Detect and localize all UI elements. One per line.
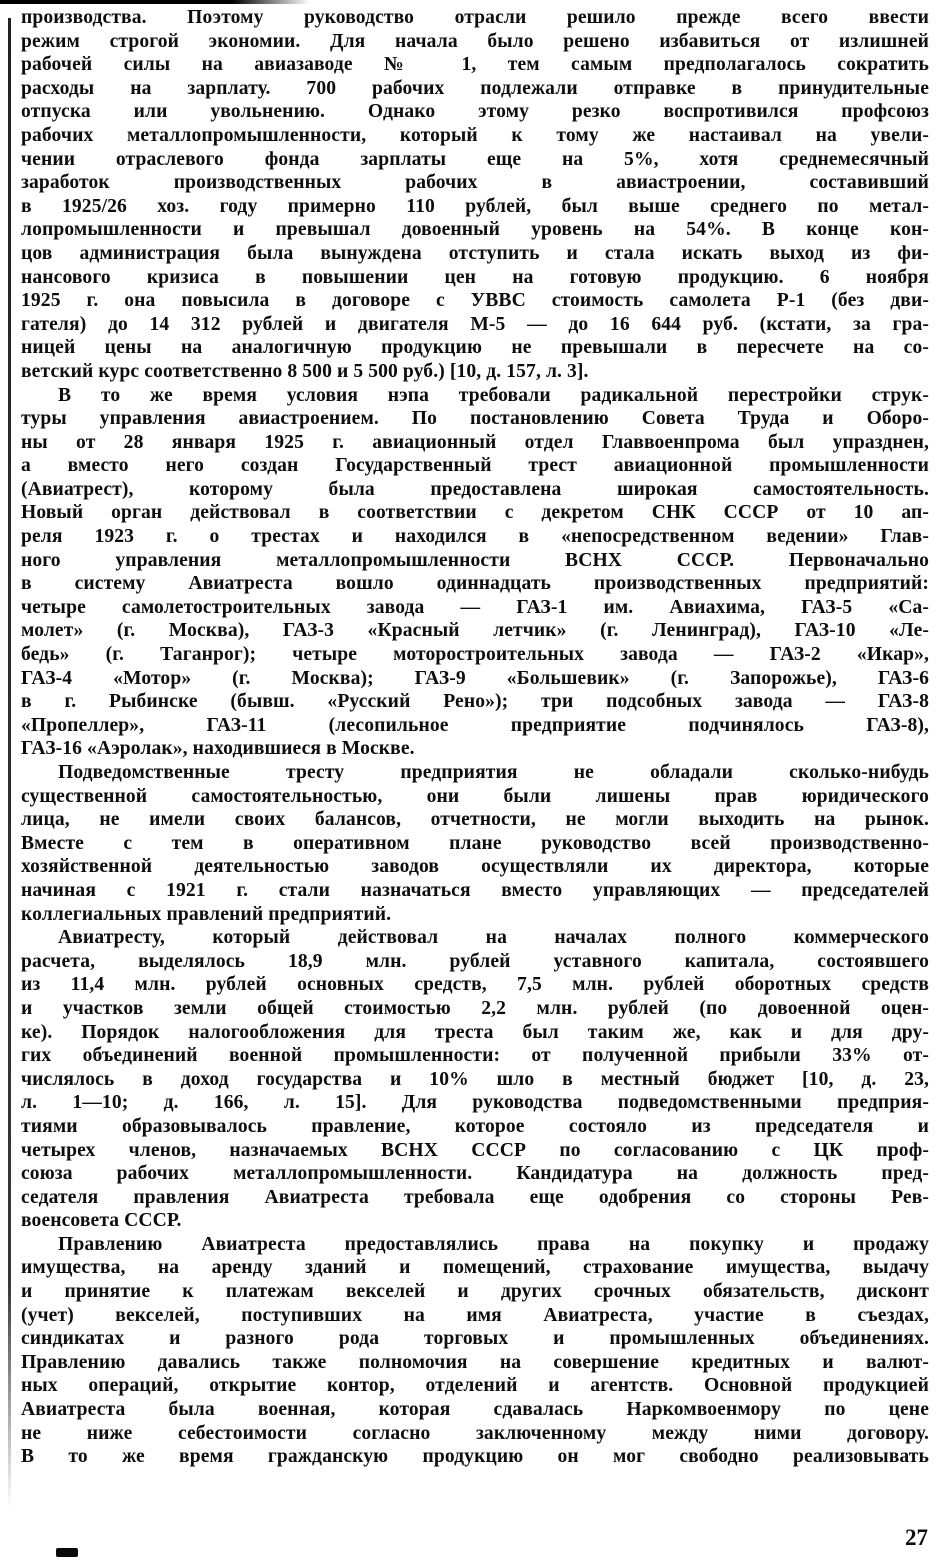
text-line: хозяйственной деятельностью заводов осуществляли их директора, которые: [21, 856, 929, 878]
text-line: ного управления металлопромышленности ВСНХ СССР. Первоначально: [21, 549, 929, 571]
text-line: Новый орган действовал в соответствии с декретом СНК СССР от 10 ап-: [21, 502, 929, 524]
text-line: режим строгой экономии. Для начала было решено избавиться от излишней: [21, 30, 929, 52]
text-line: В то же время гражданскую продукцию он мог свободно реализовывать: [21, 1446, 929, 1468]
text-line: Вместе с тем в оперативном плане руководство всей производственно-: [21, 832, 929, 854]
text-line: Подведомственные тресту предприятия не обладали сколько-нибудь: [58, 762, 929, 783]
text-line: Правлению давались также полномочия на совершение кредитных и валют-: [21, 1351, 929, 1373]
text-line: гих объединений военной промышленности: от полученной прибыли 33% от-: [21, 1045, 929, 1067]
scan-smudge-artifact: [56, 1548, 78, 1557]
text-line: лопромышленности и превышал довоенный уровень на 54%. В конце кон-: [21, 219, 929, 241]
text-line: Авиатресту, который действовал на началах полного коммерческого: [58, 927, 929, 949]
scan-edge-top-artifact: [0, 0, 310, 4]
text-line: нансового кризиса в повышении цен на готовую продукцию. 6 ноября: [21, 266, 929, 288]
text-line: начиная с 1921 г. стали назначаться вместо управляющих — председателей: [21, 879, 929, 901]
text-line: синдикатах и разного рода торговых и промышленных объединениях.: [21, 1328, 929, 1350]
scan-edge-left-artifact: [8, 18, 11, 1508]
text-line: ны от 28 января 1925 г. авиационный отдел Главвоенпрома был упразднен,: [21, 431, 929, 453]
text-line: производства. Поэтому руководство отрасли решило прежде всего ввести: [21, 7, 929, 28]
text-line: существенной самостоятельностью, они были лишены прав юридического: [21, 785, 929, 807]
text-line: Правлению Авиатреста предоставлялись права на покупку и продажу: [58, 1233, 929, 1255]
text-line: и принятие к платежам векселей и других срочных обязательств, дисконт: [21, 1281, 929, 1303]
text-line: туры управления авиастроением. По постановлению Совета Труда и Оборо-: [21, 408, 929, 430]
text-line: Авиатреста была военная, которая сдавалась Наркомвоенмору по цене: [21, 1399, 929, 1421]
text-line: седателя правления Авиатреста требовала еще одобрения со стороны Рев-: [21, 1186, 929, 1208]
text-line: бедь» (г. Таганрог); четыре моторостроительных завода — ГАЗ-2 «Икар»,: [21, 644, 929, 666]
text-line: рабочей силы на авиазаводе № 1, тем самым предполагалось сократить: [21, 54, 929, 76]
text-line: гателя) до 14 312 рублей и двигателя М-5 — до 16 644 руб. (кстати, за гра-: [21, 313, 929, 335]
text-line: ветский курс соответственно 8 500 и 5 500 руб.) [10, д. 157, л. 3].: [21, 360, 589, 382]
text-line: а вместо него создан Государственный трест авиационной промышленности: [21, 455, 929, 477]
text-line: ГАЗ-4 «Мотор» (г. Москва); ГАЗ-9 «Большевик» (г. Запорожье), ГАЗ-6: [21, 667, 929, 689]
text-line: четыре самолетостроительных завода — ГАЗ-1 им. Авиахима, ГАЗ-5 «Са-: [21, 596, 929, 618]
text-line: (учет) векселей, поступивших на имя Авиатреста, участие в съездах,: [21, 1304, 929, 1326]
text-line: л. 1—10; д. 166, л. 15]. Для руководства подведомственными предприя-: [21, 1092, 929, 1114]
page-text-body: [21, 6, 929, 1469]
page-number: 27: [905, 1525, 928, 1550]
text-line: заработок производственных рабочих в авиастроении, составивший: [21, 172, 929, 194]
text-line: ГАЗ-16 «Аэролак», находившиеся в Москве.: [21, 738, 415, 760]
text-line: расчета, выделялось 18,9 млн. рублей уставного капитала, состоявшего: [21, 950, 929, 972]
text-line: (Авиатрест), которому была предоставлена широкая самостоятельность.: [21, 478, 929, 500]
text-line: реля 1923 г. о трестах и находился в «непосредственном ведении» Глав-: [21, 526, 929, 548]
text-line: из 11,4 млн. рублей основных средств, 7,5 млн. рублей оборотных средств: [21, 974, 929, 996]
text-line: не ниже себестоимости согласно заключенному между ними договору.: [21, 1422, 929, 1444]
text-line: расходы на зарплату. 700 рабочих подлежали отправке в принудительные: [21, 77, 929, 99]
text-line: лица, не имели своих балансов, отчетности, не могли выходить на рынок.: [21, 809, 929, 831]
text-line: в г. Рыбинске (бывш. «Русский Рено»); три подсобных завода — ГАЗ-8: [21, 691, 929, 713]
text-line: молет» (г. Москва), ГАЗ-3 «Красный летчик» (г. Ленинград), ГАЗ-10 «Ле-: [21, 620, 929, 642]
text-line: отпуска или увольнению. Однако этому резко воспротивился профсоюз: [21, 101, 929, 123]
text-line: «Пропеллер», ГАЗ-11 (лесопильное предприятие подчинялось ГАЗ-8),: [21, 714, 929, 736]
text-line: в систему Авиатреста вошло одиннадцать производственных предприятий:: [21, 573, 929, 595]
text-line: ницей цены на аналогичную продукцию не превышали в пересчете на со-: [21, 337, 929, 359]
text-line: военсовета СССР.: [21, 1210, 182, 1232]
text-line: чении отраслевого фонда зарплаты еще на 5%, хотя среднемесячный: [21, 148, 929, 170]
text-line: имущества, на аренду зданий и помещений, страхование имущества, выдачу: [21, 1257, 929, 1279]
text-line: в 1925/26 хоз. году примерно 110 рублей, был выше среднего по метал-: [21, 195, 929, 217]
text-line: коллегиальных правлений предприятий.: [21, 903, 392, 925]
text-line: рабочих металлопромышленности, который к тому же настаивал на увели-: [21, 124, 929, 146]
text-line: тиями образовывалось правление, которое состояло из председателя и: [21, 1115, 929, 1137]
text-line: и участков земли общей стоимостью 2,2 млн. рублей (по довоенной оцен-: [21, 997, 929, 1019]
text-line: цов администрация была вынуждена отступить и стала искать выход из фи-: [21, 242, 929, 264]
text-line: ных операций, открытие контор, отделений и агентств. Основной продукцией: [21, 1375, 929, 1397]
text-line: союза рабочих металлопромышленности. Кандидатура на должность пред-: [21, 1163, 929, 1185]
text-line: числялось в доход государства и 10% шло в местный бюджет [10, д. 23,: [21, 1068, 929, 1090]
text-line: четырех членов, назначаемых ВСНХ СССР по согласованию с ЦК проф-: [21, 1139, 929, 1161]
text-line: 1925 г. она повысила в договоре с УВВС стоимость самолета Р-1 (без дви-: [21, 290, 929, 312]
text-line: В то же время условия нэпа требовали радикальной перестройки струк-: [58, 384, 929, 406]
text-line: ке). Порядок налогообложения для треста был таким же, как и для дру-: [21, 1021, 929, 1043]
